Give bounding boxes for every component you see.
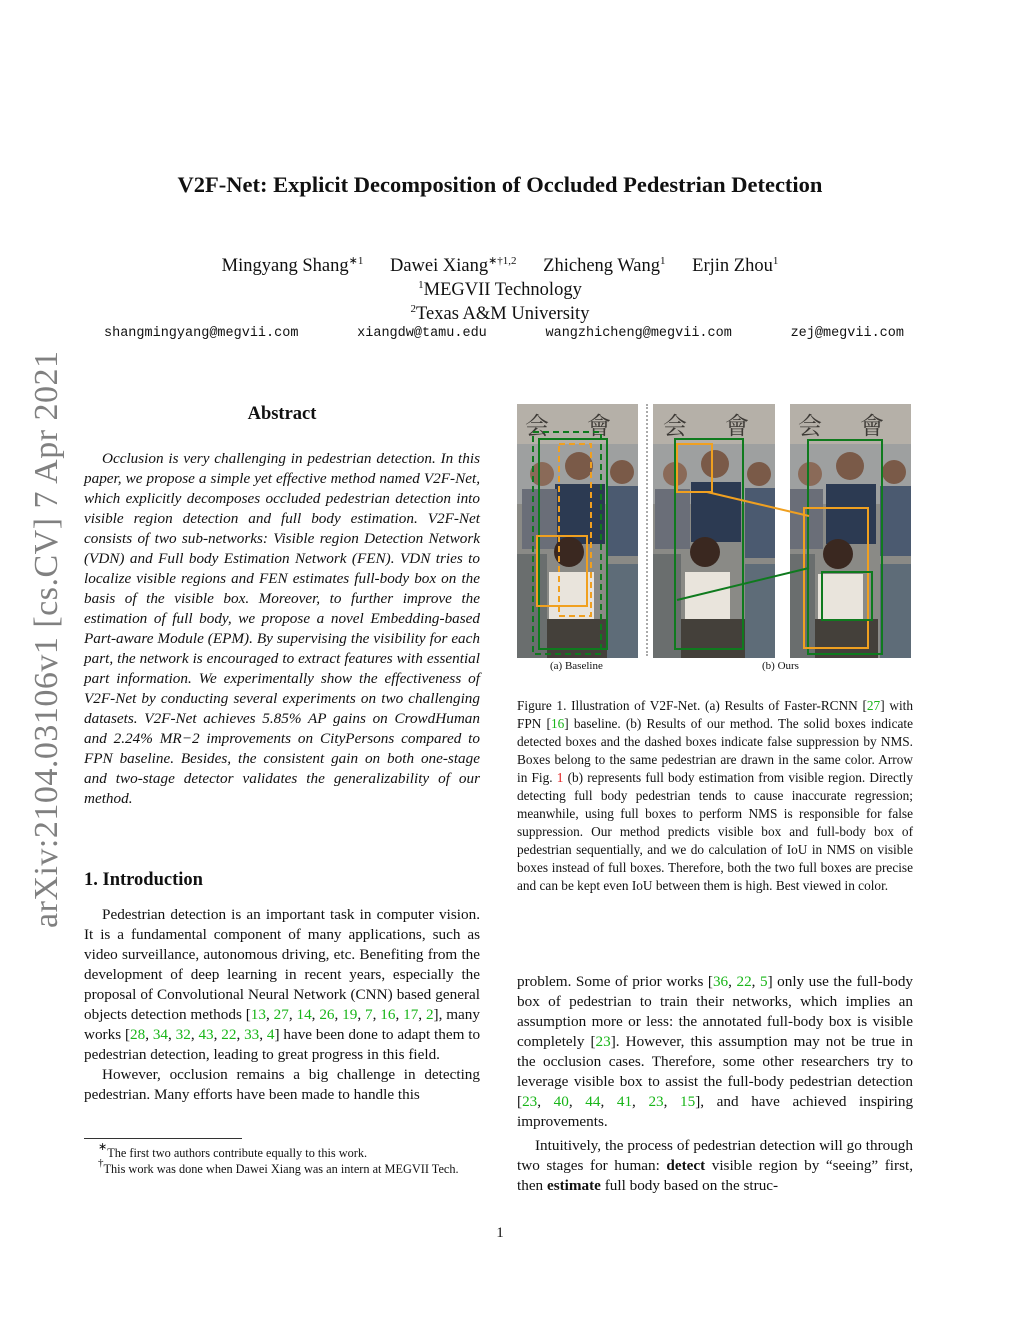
figure-arrows	[517, 404, 911, 658]
citation-link[interactable]: 7	[365, 1006, 373, 1023]
author-name: Mingyang Shang	[221, 256, 349, 276]
citation-link[interactable]: 33	[244, 1026, 260, 1043]
text-run: Figure 1. Illustration of V2F-Net. (a) Results of Faster-RCNN [	[517, 698, 867, 713]
citation-separator: ,	[537, 1093, 554, 1110]
citation-separator: ,	[418, 1006, 426, 1023]
citation-separator: ,	[145, 1026, 153, 1043]
text-run: (b) represents full body estimation from visible region. Directly detecting full body pedestrian tends to cause inaccurate regression; meanwhile, using full boxes to perform NMS is responsible for false suppression. Our method predicts visible box and full-body box of pedestrian sequentially, and we do calculation of IoU in NMS on visible boxes instead of full boxes. Therefore, both the two full boxes are precise and can be kept even IoU between them is high. Best viewed in color.	[517, 770, 913, 893]
svg-text:会: 会	[525, 414, 549, 440]
citation-link[interactable]: 32	[175, 1026, 191, 1043]
citation-link[interactable]: 16	[380, 1006, 396, 1023]
email[interactable]: zej@megvii.com	[790, 326, 904, 341]
citation-link[interactable]: 17	[403, 1006, 419, 1023]
citation-link[interactable]: 28	[130, 1026, 146, 1043]
text-run: visible region by “seeing” first, then	[517, 1157, 913, 1194]
author-sup: ∗†1,2	[488, 255, 517, 267]
arrow-visible-to-full	[707, 492, 809, 516]
author-sup: 1	[772, 255, 779, 267]
author	[692, 256, 778, 276]
bold-term: estimate	[546, 1177, 601, 1194]
subcaption-ours: (b) Ours	[762, 660, 799, 672]
citation-link[interactable]: 16	[550, 716, 565, 731]
footnote-text: This work was done when Dawei Xiang was an intern at MEGVII Tech.	[103, 1162, 459, 1176]
affiliation-sup: 2	[410, 303, 417, 315]
email[interactable]: shangmingyang@megvii.com	[104, 326, 299, 341]
author-list	[0, 256, 1000, 277]
text-run: ], many works [	[84, 1006, 480, 1043]
email[interactable]: xiangdw@tamu.edu	[357, 326, 487, 341]
footnote-mark: ∗	[98, 1141, 108, 1153]
text-run: ] have been done to adapt them to pedestrian detection, leading to great progress in this field.	[84, 1026, 481, 1063]
citation-separator: ,	[568, 1093, 586, 1110]
citation-link[interactable]: 26	[319, 1006, 335, 1023]
affiliation-name: Texas A&M University	[416, 304, 590, 324]
citation-group	[522, 1093, 695, 1110]
citation-link[interactable]: 22	[736, 973, 752, 990]
section-heading-introduction: 1. Introduction	[84, 870, 203, 890]
citation-group	[713, 973, 768, 990]
right-paragraph-1	[517, 972, 913, 1132]
citation-link[interactable]: 43	[198, 1026, 214, 1043]
paper-title: V2F-Net: Explicit Decomposition of Occluded Pedestrian Detection	[177, 172, 823, 197]
citation-separator: ,	[632, 1093, 649, 1110]
citation-separator: ,	[213, 1026, 222, 1043]
citation-link[interactable]: 23	[522, 1093, 538, 1110]
citation-separator: ,	[600, 1093, 617, 1110]
svg-text:會: 會	[725, 414, 749, 440]
bold-term: detect	[666, 1157, 706, 1174]
author	[390, 256, 517, 276]
citation-link[interactable]: 15	[680, 1093, 696, 1110]
author-sup: ∗1	[348, 255, 364, 267]
citation-link[interactable]: 22	[221, 1026, 237, 1043]
citation-link[interactable]: 41	[616, 1093, 633, 1110]
citation-link[interactable]: 36	[712, 973, 729, 990]
abstract-text: Occlusion is very challenging in pedestrian detection. In this paper, we propose a simple yet effective method named V2F-Net, which explicitly decomposes occluded pedestrian detection into visible region detection and full body estimation. V2F-Net consists of two sub-networks: Visible region Detection Network (VDN) and Full body Estimation Network (FEN). VDN tries to localize visible regions and FEN estimates full-body box on the basis of the visible box. Moreover, to further improve the estimation of full body, we propose a novel Embedding-based Part-aware Module (EPM). By supervising the visibility for each part, the network is encouraged to extract features with essential part information. We experimentally show the effectiveness of V2F-Net by conducting several experiments on two challenging datasets. V2F-Net achieves 5.85% AP gains on CrowdHuman and 2.24% MR−2 improvements on CityPersons compared to FPN baseline. Besides, the consistent gain on both one-stage and two-stage detector validates the generalizability of our method.	[84, 450, 480, 807]
footnote	[84, 1141, 480, 1161]
right-column-body	[517, 972, 913, 1196]
citation-separator: ,	[357, 1006, 365, 1023]
citation-separator: ,	[395, 1006, 404, 1023]
citation-separator: ,	[236, 1026, 245, 1043]
affiliation	[0, 280, 1000, 301]
author	[543, 256, 665, 276]
intro-body	[84, 905, 480, 1105]
text-run: ] only use the full-body box of pedestrian to train their networks, which implies an assumption more or less: the annotated full-body box is visible completely [	[517, 973, 914, 1050]
author-name: Dawei Xiang	[389, 256, 489, 276]
text-run: ], and have achieved inspiring improvements.	[517, 1093, 914, 1130]
email-list	[104, 326, 904, 341]
text-run: ]. However, this assumption may not be true in the occlusion cases. Therefore, some other researchers try to leverage visible box to assist the full-body pedestrian detection [	[517, 1033, 913, 1110]
footnote-rule	[84, 1138, 242, 1139]
text-run: ] baseline. (b) Results of our method. The solid boxes indicate detected boxes and the dashed boxes indicate false suppression by NMS. Boxes belong to the same pedestrian are drawn in the same color. Arrow in Fig.	[517, 716, 913, 785]
citation-link[interactable]: 27	[273, 1006, 289, 1023]
citation-link[interactable]: 19	[342, 1006, 358, 1023]
author-sup: 1	[660, 255, 666, 267]
text-run: ] with FPN [	[517, 698, 913, 731]
text-run: Pedestrian detection is an important task in computer vision. It is a fundamental component of many applications, such as video surveillance, autonomous driving, etc. Benefiting from the development of deep learning in recent years, especially the proposal of Convolutional Neural Network (CNN) based general objects detection methods [	[84, 906, 480, 1023]
arxiv-side-label: arXiv:2104.03106v1 [cs.CV] 7 Apr 2021	[28, 350, 65, 928]
page-number: 1	[496, 1225, 504, 1241]
author	[222, 256, 364, 276]
citation-separator: ,	[334, 1006, 343, 1023]
author-name: Erjin Zhou	[692, 256, 773, 276]
figure-caption	[517, 697, 913, 895]
right-paragraph-2	[517, 1136, 913, 1196]
arrow-visible-to-full	[677, 568, 809, 600]
svg-text:會: 會	[587, 414, 611, 440]
svg-text:會: 會	[860, 414, 884, 440]
footnote	[84, 1157, 480, 1177]
figure-ref-link[interactable]: 1	[556, 770, 564, 785]
citation-link[interactable]: 34	[152, 1026, 169, 1043]
citation-link[interactable]: 14	[296, 1006, 312, 1023]
citation-separator: ,	[372, 1006, 381, 1023]
citation-separator: ,	[663, 1093, 681, 1110]
svg-text:会: 会	[798, 414, 822, 440]
email[interactable]: wangzhicheng@megvii.com	[545, 326, 732, 341]
citation-link[interactable]: 23	[648, 1093, 664, 1110]
citation-link[interactable]: 4	[266, 1026, 275, 1043]
citation-separator: ,	[288, 1006, 297, 1023]
text-run: Intuitively, the process of pedestrian detection will go through two stages for human:	[517, 1137, 913, 1174]
citation-separator: ,	[168, 1026, 176, 1043]
footnote-mark: †	[98, 1157, 104, 1169]
citation-separator: ,	[311, 1006, 320, 1023]
citation-separator: ,	[751, 973, 760, 990]
text-run: full body based on the struc-	[600, 1177, 779, 1194]
author-name: Zhicheng Wang	[543, 256, 661, 276]
affiliation-name: MEGVII Technology	[423, 280, 582, 300]
citation-link[interactable]: 23	[595, 1033, 611, 1050]
citation-separator: ,	[265, 1006, 274, 1023]
affiliation	[0, 304, 1000, 325]
footnote-text: The first two authors contribute equally to this work.	[107, 1146, 368, 1160]
citation-separator: ,	[259, 1026, 267, 1043]
intro-paragraph-1	[84, 905, 480, 1065]
subcaption-baseline: (a) Baseline	[550, 660, 603, 672]
text-run: problem. Some of prior works [	[517, 973, 713, 990]
footnotes	[84, 1141, 480, 1177]
citation-link[interactable]: 40	[553, 1093, 569, 1110]
citation-link[interactable]: 27	[866, 698, 881, 713]
intro-paragraph-2: However, occlusion remains a big challenge in detecting pedestrian. Many efforts have been made to handle this	[84, 1066, 480, 1103]
citation-link[interactable]: 5	[759, 973, 768, 990]
citation-group	[130, 1026, 274, 1043]
abstract-heading: Abstract	[247, 404, 317, 424]
affiliation-sup: 1	[418, 279, 424, 291]
citation-separator: ,	[728, 973, 737, 990]
citation-link[interactable]: 13	[250, 1006, 266, 1023]
svg-text:会: 会	[663, 414, 687, 440]
citation-separator: ,	[190, 1026, 199, 1043]
citation-group	[251, 1006, 434, 1023]
citation-link[interactable]: 44	[585, 1093, 601, 1110]
citation-link[interactable]: 2	[425, 1006, 434, 1023]
